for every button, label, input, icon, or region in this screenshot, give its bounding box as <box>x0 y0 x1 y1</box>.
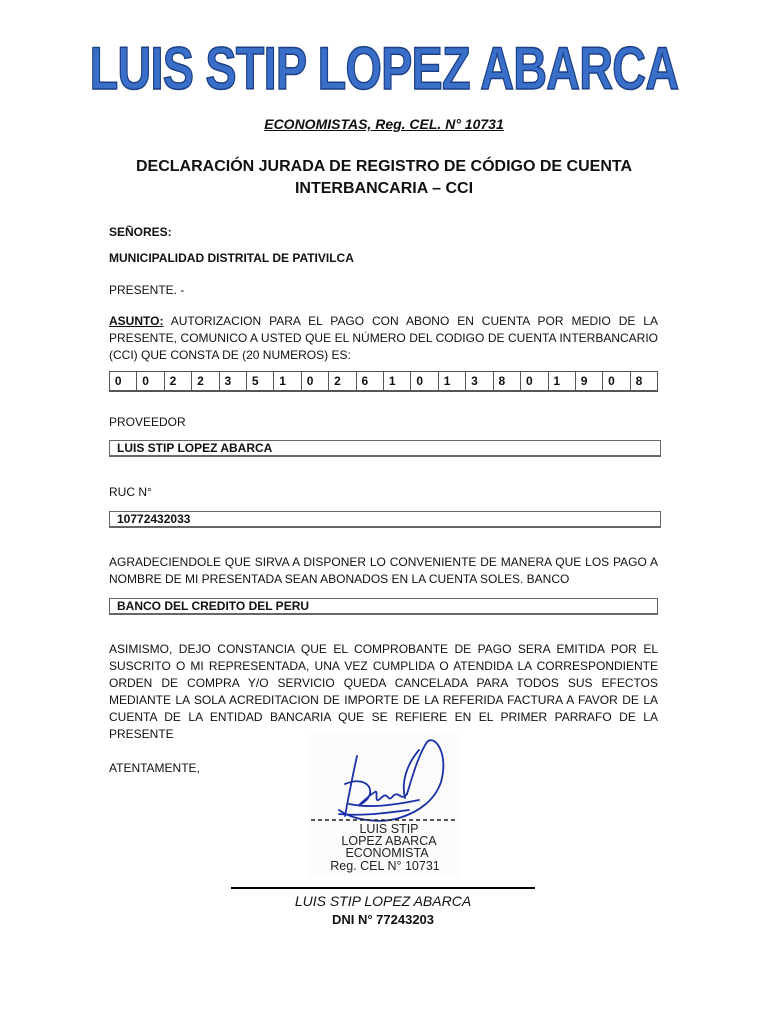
cci-digit: 5 <box>247 372 274 390</box>
cci-digit: 9 <box>576 372 603 390</box>
cci-digit: 0 <box>603 372 630 390</box>
cci-digit: 0 <box>137 372 164 390</box>
asunto-paragraph <box>109 313 658 364</box>
cci-digit: 2 <box>329 372 356 390</box>
document-title-line2: INTERBANCARIA – CCI <box>294 180 474 197</box>
cci-digit: 0 <box>110 372 137 390</box>
cci-digit: 1 <box>274 372 301 390</box>
proveedor-field: LUIS STIP LOPEZ ABARCA <box>109 440 661 457</box>
cci-digit: 8 <box>635 374 643 388</box>
asunto-text: AUTORIZACION PARA EL PAGO CON ABONO EN CUENTA POR MEDIO DE LA PRESENTE, COMUNICO A USTED QUE EL NÚMERO DEL CODIGO DE CUENTA INTERBANCARIO (CCI) QUE CONSTA DE (20 NUMEROS) ES: <box>109 314 658 362</box>
document-title-line1: DECLARACIÓN JURADA DE REGISTRO DE CÓDIGO DE CUENTA <box>135 158 633 175</box>
stamp-line2: LOPEZ ABARCA <box>341 834 437 848</box>
signer-dni: DNI N° 77243203 <box>331 912 435 927</box>
cci-digit: 0 <box>521 372 548 390</box>
cci-digit: 2 <box>165 372 192 390</box>
cci-digit: 3 <box>466 372 493 390</box>
header-name: LUIS STIP LOPEZ ABARCA <box>89 35 679 102</box>
handwritten-signature <box>309 734 459 876</box>
asunto-label: ASUNTO: <box>109 314 164 328</box>
ruc-label: RUC N° <box>109 485 152 499</box>
constancia-paragraph: ASIMISMO, DEJO CONSTANCIA QUE EL COMPROBANTE DE PAGO SERA EMITIDA POR EL SUSCRITO O MI REPRESENTADA, UNA VEZ CUMPLIDA O ATENDIDA LA CORRESPONDIENTE ORDEN DE COMPRA Y/O SERVICIO QUEDA CANCELADA PARA TODOS SUS EFECTOS MEDIANTE LA SOLA ACREDITACION DE IMPORTE DE LA REFERIDA FACTURA A FAVOR DE LA CUENTA DE LA ENTIDAD BANCARIA QUE SE REFIERE EN EL PRIMER PARRAFO DE LA PRESENTE <box>109 642 658 741</box>
agradecimiento-paragraph: AGRADECIENDOLE QUE SIRVA A DISPONER LO CONVENIENTE DE MANERA QUE LOS PAGO A NOMBRE DE MI PRESENTADA SEAN ABONADOS EN LA CUENTA SOLES. BANCO <box>109 555 658 586</box>
cci-digit: 0 <box>411 372 438 390</box>
signature-line <box>231 887 535 889</box>
salutation: SEÑORES: <box>109 225 172 239</box>
proveedor-label: PROVEEDOR <box>109 415 186 429</box>
presente-text: PRESENTE. - <box>109 283 185 297</box>
cci-digit: 1 <box>384 372 411 390</box>
cci-digit: 3 <box>220 372 247 390</box>
cci-digit: 0 <box>302 372 329 390</box>
addressee-entity: MUNICIPALIDAD DISTRITAL DE PATIVILCA <box>109 251 354 265</box>
banco-field: BANCO DEL CREDITO DEL PERU <box>109 598 658 615</box>
stamp-line4: Reg. CEL N° 10731 <box>330 859 440 873</box>
header-subtitle: ECONOMISTAS, Reg. CEL. N° 10731 <box>264 116 504 132</box>
cci-digit: 2 <box>192 372 219 390</box>
ruc-field: 10772432033 <box>109 511 661 528</box>
signature-stamp <box>309 734 459 876</box>
cci-digit: 1 <box>549 372 576 390</box>
cci-table <box>109 371 658 392</box>
stamp-line1: LUIS STIP <box>359 822 419 836</box>
document-title <box>130 156 638 200</box>
signer-name: LUIS STIP LOPEZ ABARCA <box>294 893 472 909</box>
stamp-line3: ECONOMISTA <box>345 846 429 860</box>
cci-digit: 1 <box>439 372 466 390</box>
closing-text: ATENTAMENTE, <box>109 761 200 775</box>
cci-digit: 6 <box>357 372 384 390</box>
cci-digit: 8 <box>494 372 521 390</box>
